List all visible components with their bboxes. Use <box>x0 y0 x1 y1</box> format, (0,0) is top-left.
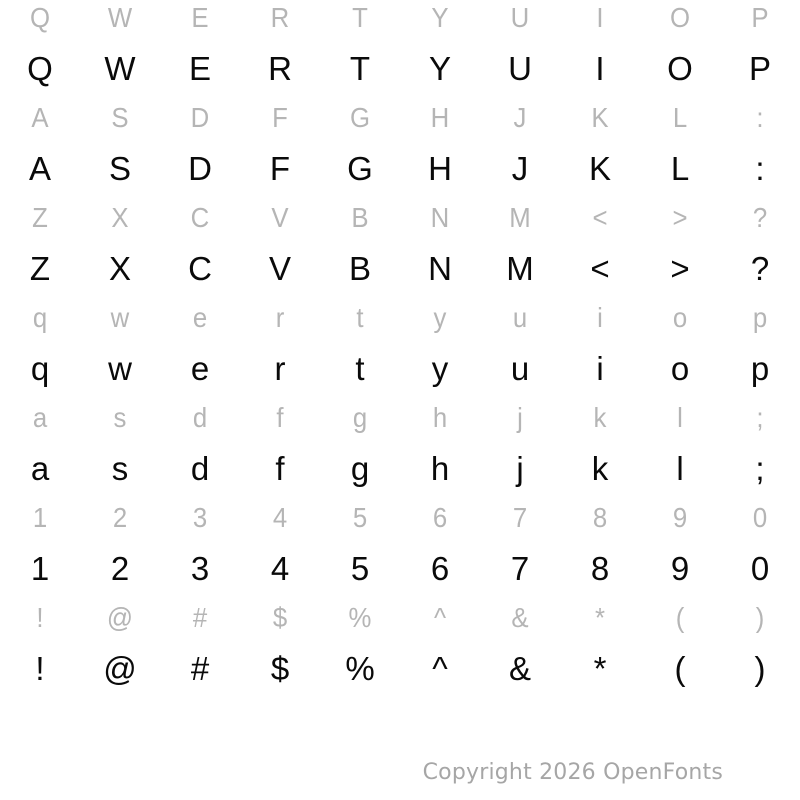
glyph: ( <box>674 649 686 687</box>
glyph: P <box>751 2 769 33</box>
glyph: Q <box>27 49 53 87</box>
glyph: ) <box>755 602 765 633</box>
specimen-row-muted <box>0 293 800 343</box>
glyph: ? <box>750 249 770 287</box>
glyph: A <box>28 149 51 187</box>
glyph: y <box>431 349 449 387</box>
glyph: : <box>756 102 764 133</box>
glyph: E <box>188 49 211 87</box>
specimen-row-muted <box>0 593 800 643</box>
glyph: y <box>433 302 447 333</box>
glyph: 2 <box>112 502 128 533</box>
glyph: l <box>676 449 684 487</box>
glyph: i <box>596 349 604 387</box>
glyph: Y <box>431 2 449 33</box>
glyph: U <box>508 49 532 87</box>
glyph: r <box>274 349 286 387</box>
glyph: I <box>595 49 605 87</box>
glyph: ( <box>675 602 685 633</box>
glyph: T <box>352 2 368 33</box>
glyph: a <box>32 402 48 433</box>
glyph: > <box>672 202 688 233</box>
glyph: 8 <box>590 549 610 587</box>
glyph: l <box>677 402 683 433</box>
glyph: 9 <box>672 502 688 533</box>
glyph: W <box>104 49 136 87</box>
specimen-row-primary <box>0 543 800 593</box>
glyph: p <box>750 349 770 387</box>
glyph: Z <box>29 249 51 287</box>
glyph: B <box>351 202 369 233</box>
glyph: q <box>30 349 50 387</box>
glyph: & <box>511 602 529 633</box>
glyph: R <box>270 2 290 33</box>
glyph: I <box>596 2 604 33</box>
glyph: * <box>593 649 607 687</box>
glyph: : <box>755 149 765 187</box>
glyph: * <box>594 602 606 633</box>
glyph: C <box>188 249 212 287</box>
glyph: 3 <box>192 502 208 533</box>
glyph: ^ <box>433 602 447 633</box>
glyph: 6 <box>432 502 448 533</box>
glyph: h <box>430 449 450 487</box>
glyph: a <box>30 449 50 487</box>
glyph: g <box>352 402 368 433</box>
glyph: P <box>748 49 771 87</box>
glyph: % <box>348 602 372 633</box>
glyph: 0 <box>750 549 770 587</box>
glyph: G <box>347 149 373 187</box>
glyph: N <box>428 249 452 287</box>
glyph: J <box>513 102 527 133</box>
glyph: L <box>672 102 688 133</box>
glyph: g <box>350 449 370 487</box>
glyph: W <box>107 2 133 33</box>
glyph: % <box>345 649 375 687</box>
glyph: ! <box>35 649 45 687</box>
glyph: V <box>271 202 289 233</box>
glyph: t <box>355 349 365 387</box>
glyph: Q <box>29 2 51 33</box>
glyph: C <box>190 202 210 233</box>
glyph: e <box>192 302 208 333</box>
glyph: 1 <box>30 549 50 587</box>
glyph: L <box>670 149 690 187</box>
glyph: D <box>188 149 212 187</box>
glyph: # <box>190 649 210 687</box>
glyph: O <box>669 2 691 33</box>
glyph: 4 <box>270 549 290 587</box>
glyph: 7 <box>510 549 530 587</box>
glyph: 6 <box>430 549 450 587</box>
glyph: < <box>592 202 608 233</box>
glyph: < <box>590 249 610 287</box>
specimen-row-primary <box>0 643 800 693</box>
specimen-row-primary <box>0 343 800 393</box>
glyph: R <box>268 49 292 87</box>
specimen-row-muted <box>0 0 800 43</box>
glyph: ; <box>756 402 764 433</box>
glyph: f <box>275 449 285 487</box>
glyph: H <box>428 149 452 187</box>
glyph: & <box>508 649 531 687</box>
glyph: S <box>111 102 129 133</box>
glyph: ) <box>754 649 766 687</box>
glyph: k <box>593 402 607 433</box>
glyph: i <box>597 302 603 333</box>
glyph: @ <box>106 602 134 633</box>
glyph: ! <box>36 602 44 633</box>
specimen-row-primary <box>0 143 800 193</box>
glyph: 0 <box>752 502 768 533</box>
glyph: K <box>591 102 609 133</box>
glyph: d <box>190 449 210 487</box>
glyph: M <box>506 249 534 287</box>
glyph: 8 <box>592 502 608 533</box>
glyph: H <box>430 102 450 133</box>
glyph: X <box>108 249 131 287</box>
glyph: r <box>275 302 285 333</box>
specimen-row-primary <box>0 43 800 93</box>
copyright-text: Copyright 2026 OpenFonts <box>422 760 723 785</box>
glyph: D <box>190 102 210 133</box>
glyph: h <box>432 402 448 433</box>
glyph: U <box>510 2 530 33</box>
specimen-row-muted <box>0 493 800 543</box>
glyph: 4 <box>272 502 288 533</box>
glyph: F <box>269 149 291 187</box>
specimen-row-primary <box>0 443 800 493</box>
glyph: p <box>752 302 768 333</box>
glyph: 3 <box>190 549 210 587</box>
glyph: t <box>356 302 364 333</box>
glyph: ? <box>752 202 768 233</box>
glyph: f <box>276 402 284 433</box>
glyph: M <box>509 202 531 233</box>
specimen-row-muted <box>0 393 800 443</box>
glyph: K <box>588 149 611 187</box>
glyph: w <box>108 349 132 387</box>
glyph: e <box>190 349 210 387</box>
glyph: @ <box>103 649 137 687</box>
glyph: w <box>110 302 130 333</box>
glyph: d <box>192 402 208 433</box>
glyph: 5 <box>350 549 370 587</box>
glyph: q <box>32 302 48 333</box>
glyph: 5 <box>352 502 368 533</box>
glyph: Y <box>428 49 451 87</box>
glyph: ; <box>755 449 765 487</box>
glyph: o <box>672 302 688 333</box>
glyph: B <box>348 249 371 287</box>
glyph: A <box>31 102 49 133</box>
glyph: X <box>111 202 129 233</box>
specimen-row-primary <box>0 243 800 293</box>
glyph: S <box>108 149 131 187</box>
glyph: j <box>516 449 524 487</box>
glyph: k <box>591 449 609 487</box>
glyph: u <box>510 349 530 387</box>
glyph: $ <box>272 602 288 633</box>
glyph: # <box>192 602 208 633</box>
glyph: E <box>191 2 209 33</box>
glyph: ^ <box>432 649 448 687</box>
glyph: 7 <box>512 502 528 533</box>
glyph: s <box>111 449 129 487</box>
specimen-row-muted <box>0 193 800 243</box>
glyph: o <box>670 349 690 387</box>
glyph: u <box>512 302 528 333</box>
glyph: 1 <box>32 502 48 533</box>
glyph: N <box>430 202 450 233</box>
glyph: O <box>667 49 693 87</box>
glyph: 9 <box>670 549 690 587</box>
glyph: 2 <box>110 549 130 587</box>
glyph: > <box>670 249 690 287</box>
glyph: V <box>268 249 291 287</box>
glyph: Z <box>32 202 48 233</box>
glyph: $ <box>270 649 290 687</box>
specimen-row-muted <box>0 93 800 143</box>
glyph: G <box>349 102 371 133</box>
glyph: J <box>511 149 529 187</box>
glyph: T <box>349 49 371 87</box>
glyph: s <box>113 402 127 433</box>
glyph: j <box>517 402 523 433</box>
glyph: F <box>272 102 288 133</box>
